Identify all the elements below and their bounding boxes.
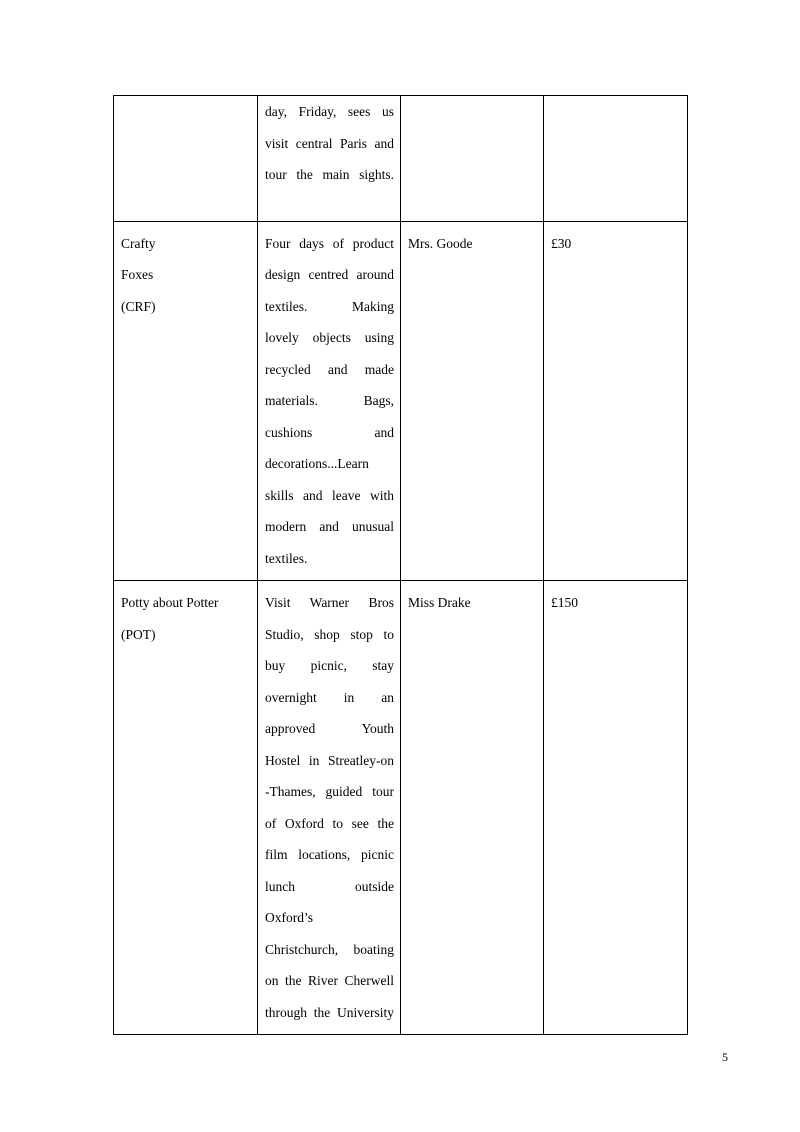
activity-name-cell: [114, 221, 258, 581]
activities-table-body: [114, 96, 688, 1035]
activity-teacher: [408, 96, 537, 128]
activity-name-line: Foxes: [121, 267, 154, 282]
activity-cost-cell: [544, 96, 688, 222]
activity-description-line: film locations, picnic: [265, 847, 394, 862]
activity-description-line: skills and leave with: [265, 487, 394, 503]
activity-description-line: Four days of product: [265, 235, 394, 251]
table-row: [114, 221, 688, 581]
activity-name-cell: [114, 581, 258, 1035]
activity-description-line: approved Youth: [265, 721, 394, 736]
activity-cost: [551, 96, 681, 128]
activity-description-line: of Oxford to see the: [265, 815, 394, 831]
activity-description-line: overnight in an: [265, 689, 394, 705]
page-number: 5: [722, 1050, 728, 1064]
activity-description-cell: [258, 581, 401, 1035]
activity-description-line: textiles.: [265, 550, 308, 566]
activity-description-line: cushions and: [265, 424, 394, 440]
activity-cost-cell: [544, 221, 688, 581]
activities-table: [113, 95, 688, 1035]
activity-description-line: buy picnic, stay: [265, 658, 394, 673]
activity-description-line: design centred around: [265, 267, 394, 282]
activity-description-line: materials. Bags,: [265, 393, 394, 408]
activity-description-line: tour the main sights.: [265, 167, 394, 182]
activity-cost: £30: [551, 235, 572, 251]
activity-description-line: lovely objects using: [265, 330, 394, 345]
activity-name-line: Potty about Potter: [121, 595, 219, 610]
activity-description-line: day, Friday, sees us: [265, 104, 394, 119]
activity-cost: £150: [551, 595, 578, 610]
activity-description-line: on the River Cherwell: [265, 973, 394, 988]
activity-name-line: Crafty: [121, 235, 156, 251]
activity-description-line: lunch outside: [265, 878, 394, 894]
table-row: [114, 96, 688, 222]
activity-description-line: Studio, shop stop to: [265, 626, 394, 642]
activity-description-line: Visit Warner Bros: [265, 595, 394, 610]
activity-teacher-cell: [401, 96, 544, 222]
activity-cost-cell: [544, 581, 688, 1035]
activity-name-cell: [114, 96, 258, 222]
activity-description-line: textiles. Making: [265, 298, 394, 314]
activity-description-line: recycled and made: [265, 361, 394, 377]
activity-name-line: (POT): [121, 626, 156, 642]
activity-description-line: Oxford’s: [265, 910, 313, 925]
activity-description-line: Hostel in Streatley-on: [265, 752, 394, 768]
activity-description-cell: [258, 96, 401, 222]
activity-description-line: Christchurch, boating: [265, 941, 394, 957]
activity-description-line: through the University: [265, 1004, 394, 1020]
activity-description-cell: [258, 221, 401, 581]
activity-teacher-cell: [401, 581, 544, 1035]
activity-teacher-cell: [401, 221, 544, 581]
activity-description-line: -Thames, guided tour: [265, 784, 394, 799]
activity-description-line: visit central Paris and: [265, 135, 394, 151]
activity-teacher: Mrs. Goode: [408, 235, 473, 251]
table-row: [114, 581, 688, 1035]
activity-description-line: decorations...Learn: [265, 456, 369, 471]
activity-name-line: (CRF): [121, 298, 156, 314]
activity-teacher: Miss Drake: [408, 595, 471, 610]
activity-description-line: modern and unusual: [265, 519, 394, 534]
